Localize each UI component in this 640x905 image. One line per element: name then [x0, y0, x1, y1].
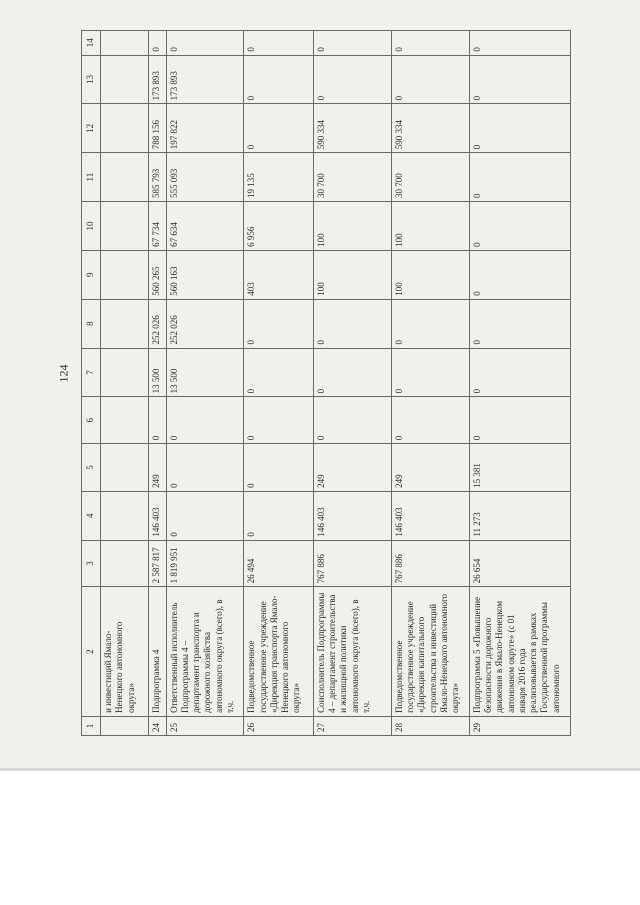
- value-cell: 252 026: [166, 299, 244, 348]
- description-cell: Подведомственное государственное учреждение «Дирекция транспорта Ямало-Ненецкого автономного округа»: [244, 587, 314, 717]
- value-cell: [101, 540, 149, 587]
- value-cell: 403: [244, 250, 314, 299]
- value-cell: 0: [469, 153, 570, 202]
- value-cell: [101, 444, 149, 492]
- value-cell: [101, 491, 149, 540]
- value-cell: 0: [244, 299, 314, 348]
- row-number-cell: [101, 716, 149, 735]
- value-cell: 0: [244, 104, 314, 153]
- header-cell: 11: [82, 153, 101, 202]
- table-row: [391, 31, 469, 736]
- value-cell: 173 893: [166, 55, 244, 104]
- value-cell: 100: [391, 202, 469, 251]
- value-cell: 146 403: [149, 491, 166, 540]
- value-cell: [101, 153, 149, 202]
- header-cell: 12: [82, 104, 101, 153]
- value-cell: 0: [313, 348, 391, 397]
- value-cell: 13 500: [149, 348, 166, 397]
- value-cell: 0: [469, 250, 570, 299]
- value-cell: 0: [469, 397, 570, 444]
- value-cell: 767 886: [313, 540, 391, 587]
- header-cell: 7: [82, 348, 101, 397]
- value-cell: 0: [244, 491, 314, 540]
- value-cell: 173 893: [149, 55, 166, 104]
- header-cell: 5: [82, 444, 101, 492]
- description-cell: Подпрограмма 4: [149, 587, 166, 717]
- value-cell: 6 956: [244, 202, 314, 251]
- value-cell: 0: [166, 491, 244, 540]
- description-cell: Подпрограмма 5 «Повышение безопасности дорожного движения в Ямало-Ненецком автономном округе» (с 01 января 2016 года реализовывается в рамках Государственной программы автономного: [469, 587, 570, 717]
- value-cell: 19 135: [244, 153, 314, 202]
- description-cell: Соисполнитель Подпрограммы 4 – департамент строительства и жилищной политики автономного округа (всего), в т.ч.: [313, 587, 391, 717]
- value-cell: 0: [469, 31, 570, 56]
- header-cell: 13: [82, 55, 101, 104]
- value-cell: 0: [469, 348, 570, 397]
- header-cell: 1: [82, 716, 101, 735]
- row-number-cell: 25: [166, 716, 244, 735]
- table-row: [101, 31, 149, 736]
- description-cell: Ответственный исполнитель Подпрограммы 4 – департамент транспорта и дорожного хозяйства автономного округа (всего), в т.ч.: [166, 587, 244, 717]
- value-cell: 249: [149, 444, 166, 492]
- value-cell: 0: [469, 202, 570, 251]
- table-row: [469, 31, 570, 736]
- table-row: [313, 31, 391, 736]
- value-cell: [101, 31, 149, 56]
- value-cell: 252 026: [149, 299, 166, 348]
- header-cell: 14: [82, 31, 101, 56]
- value-cell: 26 494: [244, 540, 314, 587]
- value-cell: 146 403: [391, 491, 469, 540]
- value-cell: 0: [166, 444, 244, 492]
- value-cell: 0: [149, 397, 166, 444]
- value-cell: 13 500: [166, 348, 244, 397]
- value-cell: 0: [149, 31, 166, 56]
- value-cell: 0: [244, 31, 314, 56]
- header-cell: 8: [82, 299, 101, 348]
- value-cell: 0: [244, 348, 314, 397]
- header-cell: 4: [82, 491, 101, 540]
- value-cell: 0: [391, 55, 469, 104]
- row-number-cell: 26: [244, 716, 314, 735]
- value-cell: 26 654: [469, 540, 570, 587]
- description-cell: и инвестиций Ямало-Ненецкого автономного округа»: [101, 587, 149, 717]
- value-cell: 197 822: [166, 104, 244, 153]
- value-cell: 30 700: [391, 153, 469, 202]
- value-cell: 0: [166, 31, 244, 56]
- budget-table: [81, 30, 571, 736]
- value-cell: 0: [391, 31, 469, 56]
- header-cell: 2: [82, 587, 101, 717]
- header-row: [82, 31, 101, 736]
- value-cell: [101, 299, 149, 348]
- row-number-cell: 29: [469, 716, 570, 735]
- value-cell: 100: [313, 250, 391, 299]
- value-cell: 0: [244, 444, 314, 492]
- value-cell: 1 819 951: [166, 540, 244, 587]
- value-cell: 555 093: [166, 153, 244, 202]
- value-cell: 0: [469, 299, 570, 348]
- value-cell: [101, 104, 149, 153]
- value-cell: 560 265: [149, 250, 166, 299]
- value-cell: 0: [313, 55, 391, 104]
- header-cell: 10: [82, 202, 101, 251]
- value-cell: 100: [391, 250, 469, 299]
- header-cell: 3: [82, 540, 101, 587]
- value-cell: 560 163: [166, 250, 244, 299]
- value-cell: 0: [166, 397, 244, 444]
- value-cell: 30 700: [313, 153, 391, 202]
- table-row: [244, 31, 314, 736]
- page-edge: [0, 768, 640, 771]
- value-cell: 0: [244, 397, 314, 444]
- value-cell: [101, 397, 149, 444]
- header-cell: 6: [82, 397, 101, 444]
- value-cell: 11 273: [469, 491, 570, 540]
- value-cell: 0: [391, 397, 469, 444]
- value-cell: 15 381: [469, 444, 570, 492]
- value-cell: 0: [469, 104, 570, 153]
- value-cell: 0: [469, 55, 570, 104]
- value-cell: 0: [313, 397, 391, 444]
- value-cell: 0: [391, 299, 469, 348]
- page-number: 124: [56, 364, 71, 383]
- value-cell: 590 334: [391, 104, 469, 153]
- description-cell: Подведомственное государственное учреждение «Дирекция капитального строительства и инвестиций Ямало-Ненецкого автономного округа»: [391, 587, 469, 717]
- value-cell: 67 734: [149, 202, 166, 251]
- value-cell: 0: [391, 348, 469, 397]
- value-cell: 767 886: [391, 540, 469, 587]
- value-cell: 788 156: [149, 104, 166, 153]
- value-cell: [101, 202, 149, 251]
- budget-table-container: [81, 30, 571, 736]
- value-cell: 67 634: [166, 202, 244, 251]
- value-cell: [101, 55, 149, 104]
- row-number-cell: 24: [149, 716, 166, 735]
- value-cell: 100: [313, 202, 391, 251]
- value-cell: 590 334: [313, 104, 391, 153]
- value-cell: 249: [313, 444, 391, 492]
- value-cell: 2 587 817: [149, 540, 166, 587]
- header-cell: 9: [82, 250, 101, 299]
- value-cell: 0: [244, 55, 314, 104]
- table-row: [149, 31, 166, 736]
- value-cell: [101, 348, 149, 397]
- value-cell: 0: [313, 31, 391, 56]
- value-cell: 585 793: [149, 153, 166, 202]
- table-row: [166, 31, 244, 736]
- value-cell: 146 403: [313, 491, 391, 540]
- value-cell: 249: [391, 444, 469, 492]
- row-number-cell: 28: [391, 716, 469, 735]
- row-number-cell: 27: [313, 716, 391, 735]
- value-cell: [101, 250, 149, 299]
- value-cell: 0: [313, 299, 391, 348]
